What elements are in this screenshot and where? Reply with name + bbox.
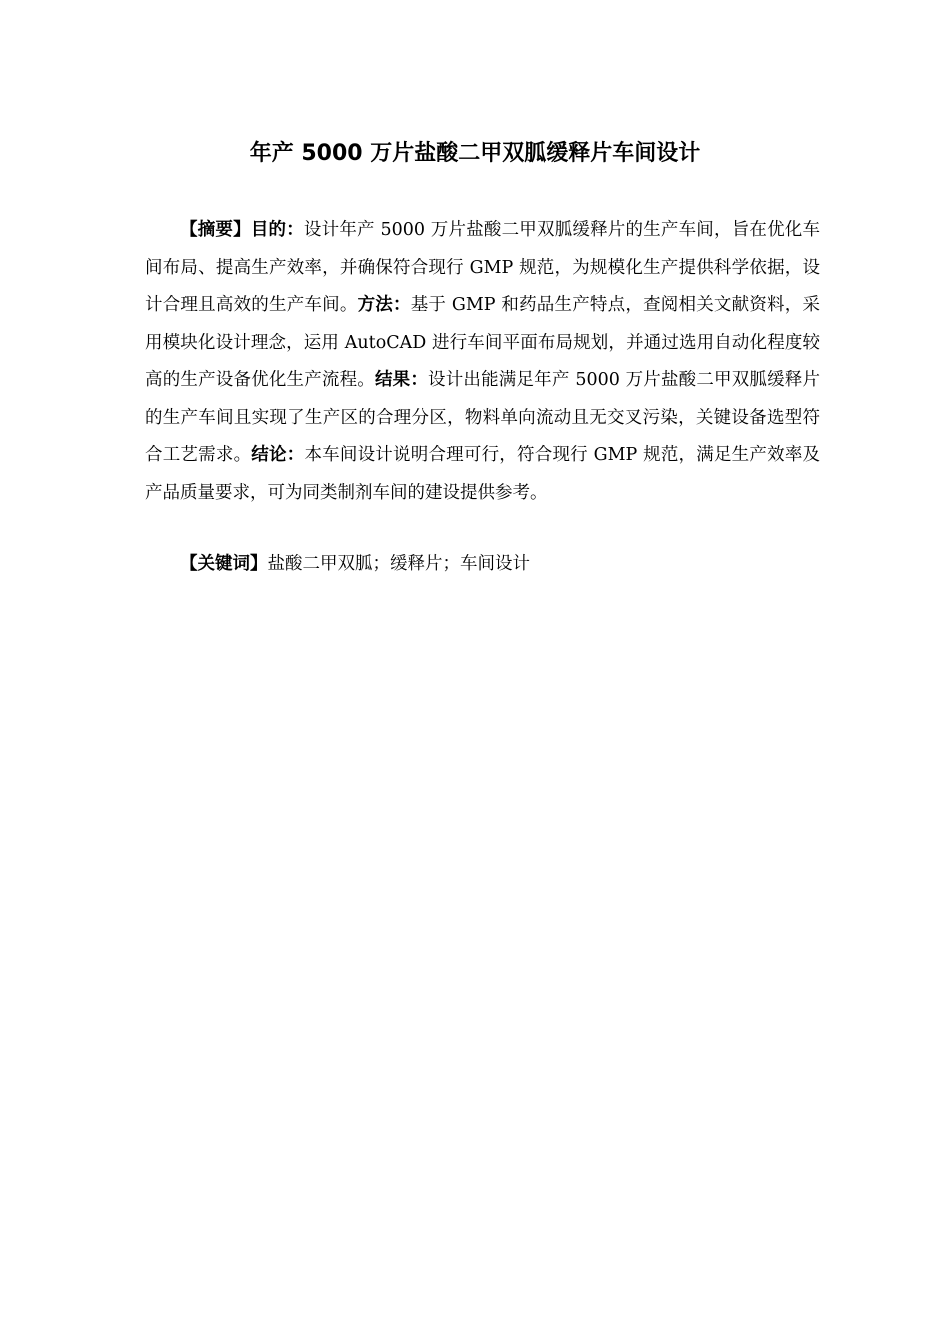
method-text: 基于 GMP 和药品生产特点，查阅相关文献资料，采用模块化设计理念，运用 AutoCAD 进行车间平面布局规划，并通过选用自动化程度较高的生产设备优化生产流程。 [145, 295, 820, 390]
conclusion-label: 结论： [251, 445, 305, 465]
keywords-paragraph [145, 546, 820, 584]
conclusion-text: 本车间设计说明合理可行，符合现行 GMP 规范，满足生产效率及产品质量要求，可为同类制剂车间的建设提供参考。 [145, 445, 821, 503]
purpose-label: 目的： [250, 220, 304, 240]
keywords-label: 【关键词】 [180, 554, 268, 574]
result-label: 结果： [374, 370, 429, 390]
purpose-text: 设计年产 5000 万片盐酸二甲双胍缓释片的生产车间，旨在优化车间布局、提高生产效率，并确保符合现行 GMP 规范，为规模化生产提供科学依据，设计合理且高效的生产车间。 [145, 220, 821, 315]
document-title: 年产 5000 万片盐酸二甲双胍缓释片车间设计 [249, 141, 701, 166]
abstract-paragraph [145, 212, 820, 512]
keywords-text: 盐酸二甲双胍；缓释片；车间设计 [267, 554, 530, 574]
result-text: 设计出能满足年产 5000 万片盐酸二甲双胍缓释片的生产车间且实现了生产区的合理分区，物料单向流动且无交叉污染，关键设备选型符合工艺需求。 [145, 370, 821, 465]
method-label: 方法： [357, 295, 411, 315]
abstract-label: 【摘要】 [180, 220, 251, 240]
